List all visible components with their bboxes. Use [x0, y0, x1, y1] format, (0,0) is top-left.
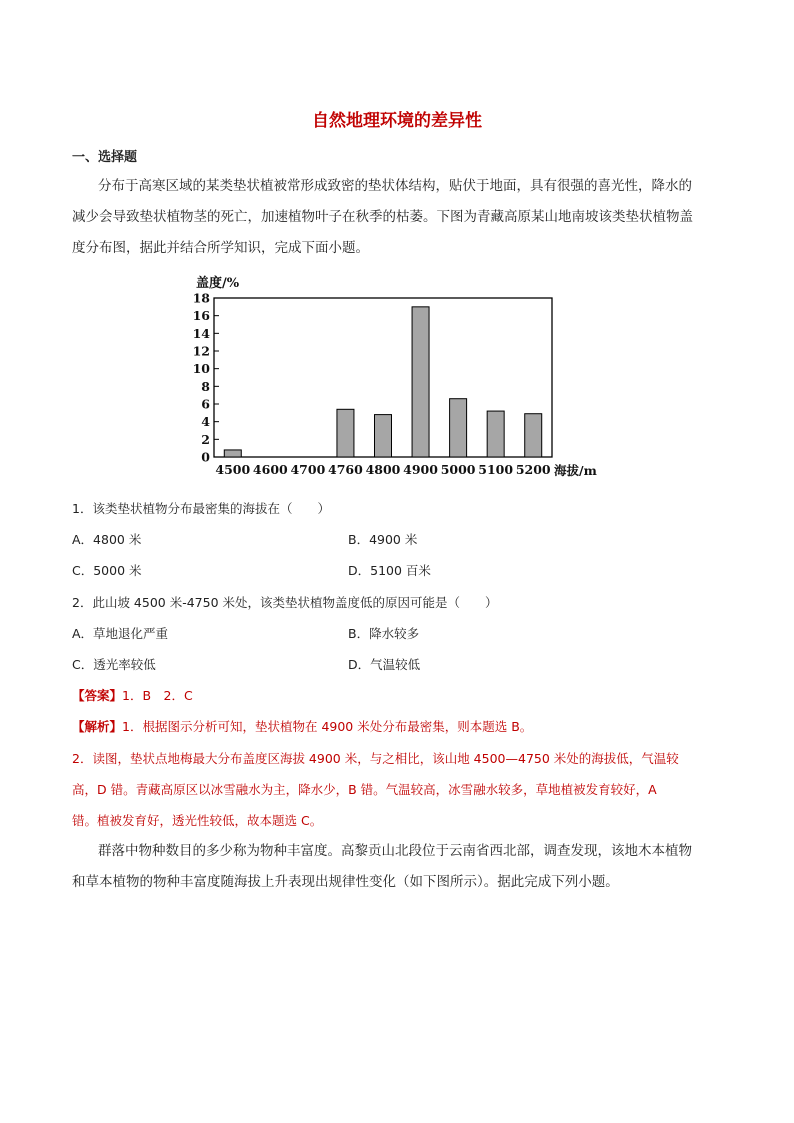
next-intro-line-2: 和草本植物的物种丰富度随海拔上升表现出规律性变化（如下图所示）。据此完成下列小题。 [72, 874, 619, 890]
question-2-option-d: D．气温较低 [348, 657, 421, 672]
question-1-option-c: C．5000 米 [72, 563, 142, 578]
coverage-bar-chart [190, 268, 610, 480]
y-tick-label: 10 [192, 361, 210, 377]
x-tick-label: 4600 [252, 462, 288, 477]
bar-4760 [337, 409, 354, 457]
intro-line-1: 分布于高寒区域的某类垫状植被常形成致密的垫状体结构，贴伏于地面，具有很强的喜光性，降水的 [98, 178, 692, 194]
x-tick-label: 5200 [515, 462, 551, 477]
x-tick-label: 5100 [478, 462, 514, 477]
y-tick-label: 14 [192, 325, 210, 341]
analysis-line-2: 2．读图，垫状点地梅最大分布盖度区海拔 4900 米，与之相比，该山地 4500—4750 米处的海拔低，气温较 [72, 751, 679, 766]
bar-5100 [487, 411, 504, 457]
intro-line-2: 减少会导致垫状植物茎的死亡，加速植物叶子在秋季的枯萎。下图为青藏高原某山地南坡该类垫状植物盖 [72, 209, 693, 225]
y-tick-label: 16 [192, 308, 210, 324]
y-tick-label: 2 [201, 431, 210, 447]
y-tick-label: 18 [192, 290, 210, 306]
question-1-option-a: A．4800 米 [72, 532, 142, 547]
page-title: 自然地理环境的差异性 [312, 111, 482, 131]
answer-text: 1．B 2．C [122, 688, 193, 703]
bar-4900 [412, 307, 429, 457]
section-heading: 一、选择题 [72, 150, 138, 165]
question-1-stem: 1．该类垫状植物分布最密集的海拔在（ ） [72, 501, 330, 516]
x-tick-label: 4500 [215, 462, 251, 477]
y-tick-label: 4 [201, 414, 210, 430]
analysis-line-1 [72, 717, 532, 735]
y-tick-label: 0 [201, 449, 210, 465]
next-intro-line-1: 群落中物种数目的多少称为物种丰富度。高黎贡山北段位于云南省西北部，调查发现，该地木本植物 [98, 843, 692, 859]
x-tick-label: 4700 [290, 462, 326, 477]
bar-4800 [375, 415, 392, 457]
answer-block [72, 686, 193, 704]
analysis-line-3: 高，D 错。青藏高原区以冰雪融水为主，降水少，B 错。气温较高，冰雪融水较多，草地植被发育较好，A [72, 782, 657, 797]
chart-y-axis-label: 盖度/% [196, 276, 240, 291]
y-tick-label: 8 [201, 378, 210, 394]
y-tick-label: 6 [201, 396, 210, 412]
analysis-label: 【解析】 [72, 719, 123, 734]
bar-5200 [525, 414, 542, 457]
bar-4500 [224, 450, 241, 457]
analysis-text-1: 1．根据图示分析可知，垫状植物在 4900 米处分布最密集，则本题选 B。 [122, 719, 533, 734]
intro-line-3: 度分布图，据此并结合所学知识，完成下面小题。 [72, 240, 369, 256]
question-2-option-b: B．降水较多 [348, 626, 420, 641]
answer-label: 【答案】 [72, 688, 123, 703]
x-tick-label: 4800 [365, 462, 401, 477]
question-1-option-d: D．5100 百米 [348, 563, 431, 578]
x-tick-label: 5000 [440, 462, 476, 477]
y-tick-label: 12 [192, 343, 210, 359]
bar-5000 [450, 399, 467, 457]
question-1-option-b: B．4900 米 [348, 532, 418, 547]
question-2-stem: 2．此山坡 4500 米-4750 米处，该类垫状植物盖度低的原因可能是（ ） [72, 595, 498, 610]
x-tick-label: 4760 [328, 462, 363, 477]
question-2-option-a: A．草地退化严重 [72, 626, 169, 641]
chart-x-axis-label: 海拔/m [554, 463, 597, 478]
question-2-option-c: C．透光率较低 [72, 657, 156, 672]
x-tick-label: 4900 [403, 462, 438, 477]
analysis-line-4: 错。植被发育好，透光性较低，故本题选 C。 [72, 813, 323, 828]
